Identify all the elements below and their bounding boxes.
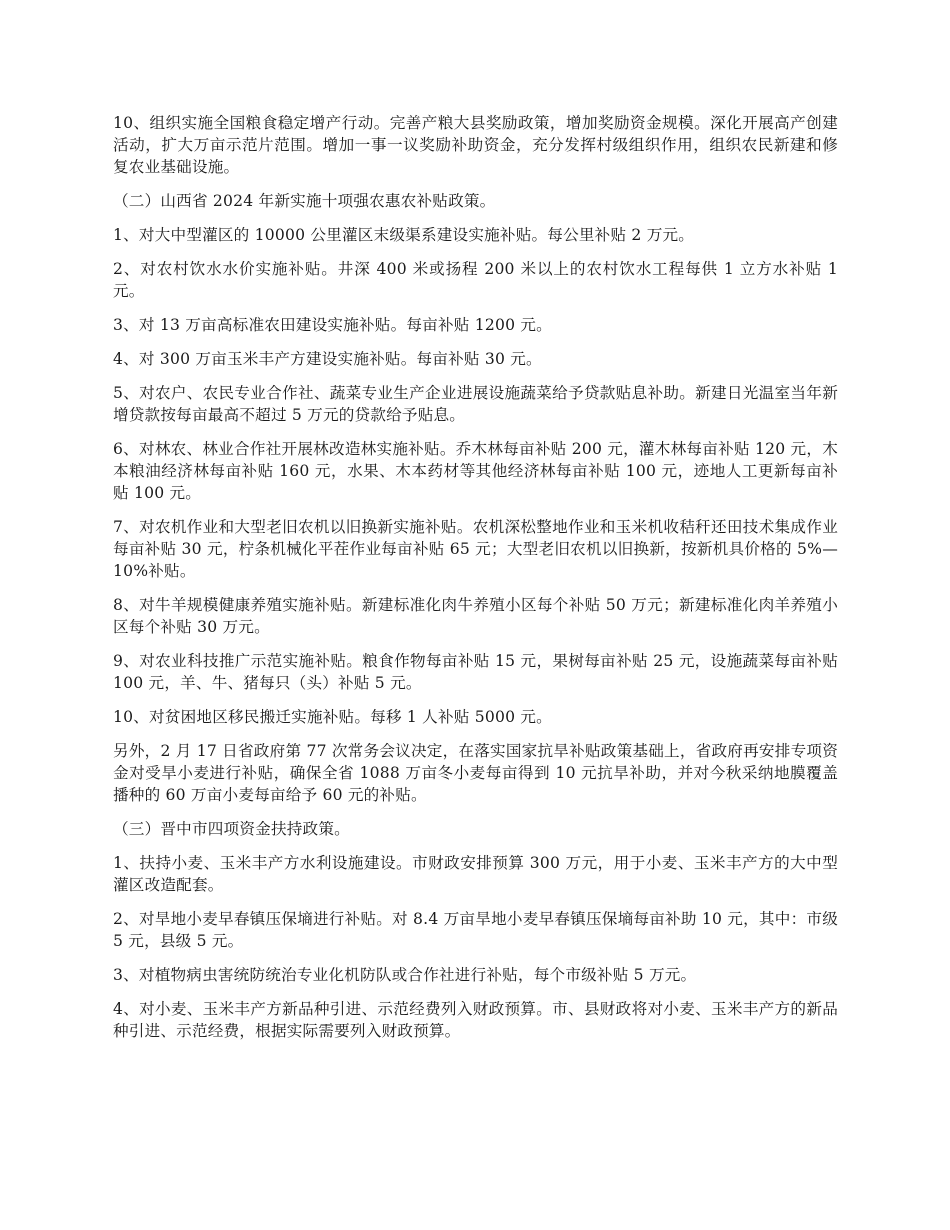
paragraph-dryland-wheat-subsidy: 2、对旱地小麦早春镇压保墒进行补贴。对 8.4 万亩旱地小麦早春镇压保墒每亩补助 10 元，其中：市级 5 元，县级 5 元。 [113, 910, 838, 950]
paragraph-livestock-subsidy: 8、对牛羊规模健康养殖实施补贴。新建标准化肉牛养殖小区每个补贴 50 万元；新建标准化肉羊养殖小区每个补贴 30 万元。 [113, 596, 838, 636]
document-page [113, 112, 838, 1054]
paragraph-water-price-subsidy: 2、对农村饮水水价实施补贴。井深 400 米或扬程 200 米以上的农村饮水工程每供 1 立方水补贴 1 元。 [113, 260, 838, 300]
paragraph-tech-demo-subsidy: 9、对农业科技推广示范实施补贴。粮食作物每亩补贴 15 元，果树每亩补贴 25 元，设施蔬菜每亩补贴 100 元，羊、牛、猪每只（头）补贴 5 元。 [113, 652, 838, 692]
section-heading-shanxi-policies: （二）山西省 2024 年新实施十项强农惠农补贴政策。 [113, 192, 496, 210]
paragraph-corn-subsidy: 4、对 300 万亩玉米丰产方建设实施补贴。每亩补贴 30 元。 [113, 350, 542, 368]
paragraph-national-grain-action: 10、组织实施全国粮食稳定增产行动。完善产粮大县奖励政策，增加奖励资金规模。深化开展高产创建活动，扩大万亩示范片范围。增加一事一议奖励补助资金，充分发挥村级组织作用，组织农民新建和修复农业基础设施。 [113, 114, 838, 176]
paragraph-relocation-subsidy: 10、对贫困地区移民搬迁实施补贴。每移 1 人补贴 5000 元。 [113, 708, 552, 726]
paragraph-irrigation-subsidy: 1、对大中型灌区的 10000 公里灌区末级渠系建设实施补贴。每公里补贴 2 万元。 [113, 226, 695, 244]
paragraph-new-variety-budget: 4、对小麦、玉米丰产方新品种引进、示范经费列入财政预算。市、县财政将对小麦、玉米丰产方的新品种引进、示范经费，根据实际需要列入财政预算。 [113, 1000, 838, 1040]
paragraph-drought-relief: 另外，2 月 17 日省政府第 77 次常务会议决定，在落实国家抗旱补贴政策基础上，省政府再安排专项资金对受旱小麦进行补贴，确保全省 1088 万亩冬小麦每亩得到 10 元抗旱补助，并对今秋采纳地膜覆盖播种的 60 万亩小麦每亩给予 60 元的补贴。 [113, 742, 838, 804]
paragraph-machinery-subsidy: 7、对农机作业和大型老旧农机以旧换新实施补贴。农机深松整地作业和玉米机收秸秆还田技术集成作业每亩补贴 30 元，柠条机械化平茬作业每亩补贴 65 元；大型老旧农机以旧换新，按新机具价格的 5%—10%补贴。 [113, 518, 838, 580]
paragraph-pest-control-subsidy: 3、对植物病虫害统防统治专业化机防队或合作社进行补贴，每个市级补贴 5 万元。 [113, 966, 697, 984]
paragraph-farmland-subsidy: 3、对 13 万亩高标准农田建设实施补贴。每亩补贴 1200 元。 [113, 316, 552, 334]
paragraph-vegetable-loan-subsidy: 5、对农户、农民专业合作社、蔬菜专业生产企业进展设施蔬菜给予贷款贴息补助。新建日光温室当年新增贷款按每亩最高不超过 5 万元的贷款给予贴息。 [113, 384, 838, 424]
paragraph-water-facility-support: 1、扶持小麦、玉米丰产方水利设施建设。市财政安排预算 300 万元，用于小麦、玉米丰产方的大中型灌区改造配套。 [113, 854, 838, 894]
paragraph-forestry-subsidy: 6、对林农、林业合作社开展林改造林实施补贴。乔木林每亩补贴 200 元，灌木林每亩补贴 120 元，木本粮油经济林每亩补贴 160 元，水果、木本药材等其他经济林每亩补贴 100 元，迹地人工更新每亩补贴 100 元。 [113, 440, 838, 502]
section-heading-jinzhong-policies: （三）晋中市四项资金扶持政策。 [113, 820, 350, 838]
